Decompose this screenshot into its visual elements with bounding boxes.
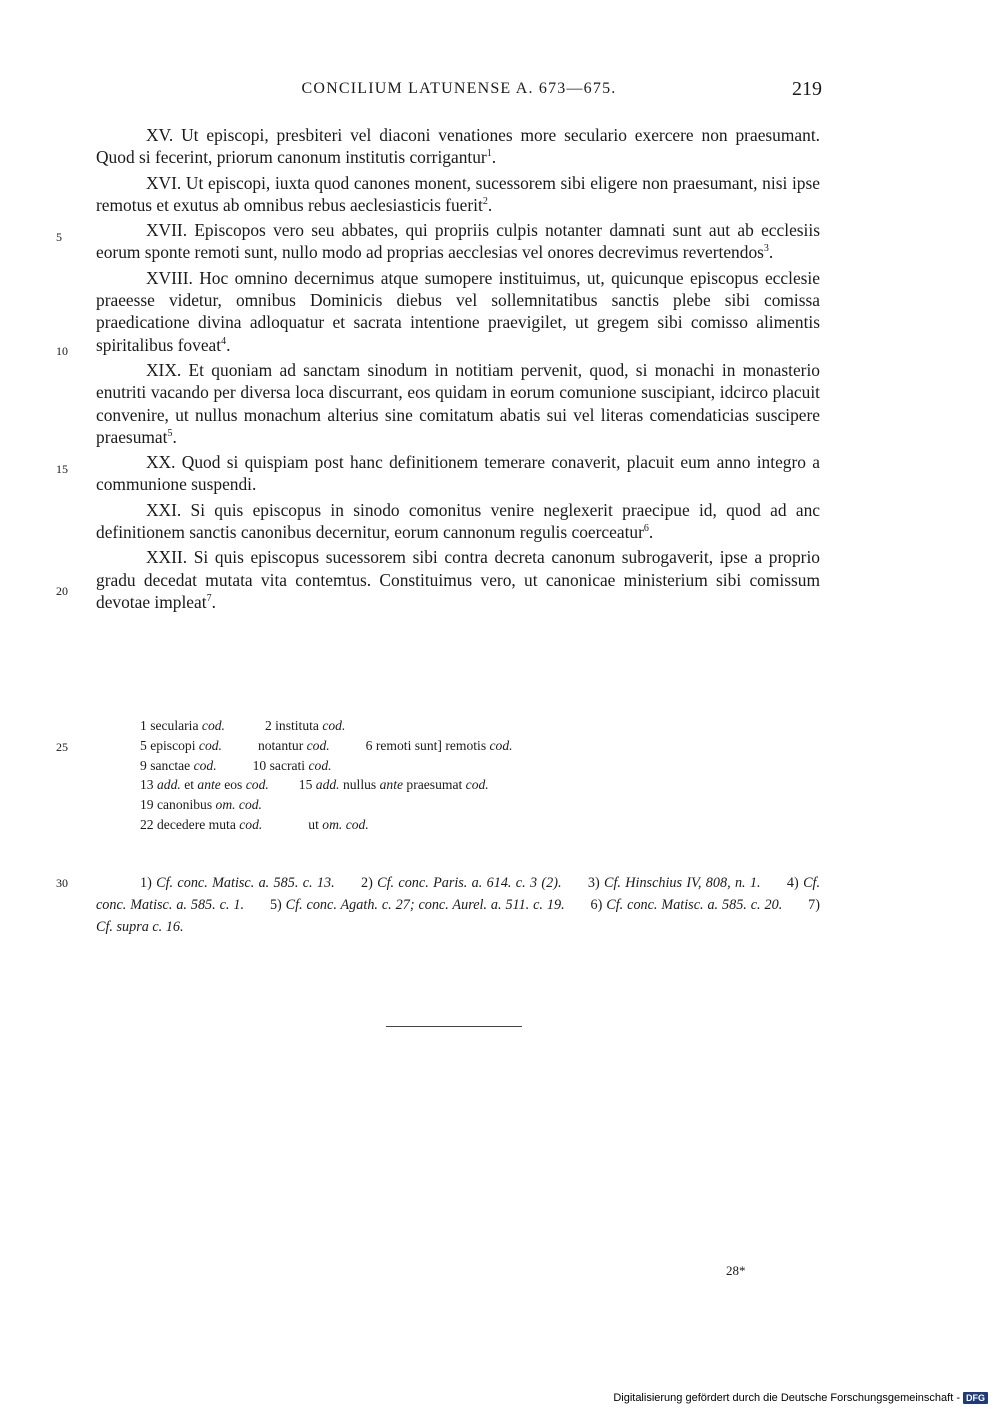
signature-mark: 28* [726,1263,746,1278]
apparatus-line [140,716,740,736]
note-ref: 6 [643,523,649,535]
apparatus-line [140,756,740,776]
canon-paragraph: XIX. Et quoniam ad sanctam sinodum in notitiam pervenit, quod, si monachi in monasterio enutriti vacando per diversa loca discurrant, eos quidam in eorum comunione suscipiant, idcirco placuit convenire, ut nullus monachum alterius sine comitatum abatis sui vel literas comendaticias suscipere praesumat$^5$. [96,359,820,447]
critical-apparatus [140,716,740,835]
footnote: 2) Cf. conc. Paris. a. 614. c. 3 (2). [360,875,562,891]
note-ref: 2 [482,196,488,208]
apparatus-entry: 6 remoti sunt] remotis cod. [365,737,513,753]
footnote: 3) Cf. Hinschius IV, 808, n. 1. [587,875,761,891]
canon-paragraph: XX. Quod si quispiam post hanc definitionem temerare conaverit, placuit eum anno integro a communione suspendi. [96,452,820,495]
footnote-block [96,872,820,938]
apparatus-entry: 5 episcopi cod. [140,737,222,753]
footnotes [96,872,820,938]
canon-paragraph: XV. Ut episcopi, presbiteri vel diaconi venationes more seculario exercere non praesumant. Quod si fecerint, priorum canonum institutis corrigantur$^1$. [96,125,820,168]
running-title: CONCILIUM LATUNENSE A. 673—675. [301,80,617,97]
apparatus-entry: et ante [180,777,221,793]
line-number-5: 5 [56,230,62,244]
apparatus-line [140,795,740,815]
running-header [96,80,822,110]
page-number: 219 [792,78,822,100]
apparatus-entry: 9 sanctae cod. [140,757,217,773]
apparatus-entry: 1 secularia cod. [140,718,225,733]
dfg-logo: DFG [963,1392,988,1404]
canon-paragraph: XVIII. Hoc omnino decernimus atque sumopere instituimus, ut, quicunque episcopus ecclesie praeesse videtur, omnibus Dominicis diebus vel sollemnitatibus sanctis plebe sibi comissa praedicatione divina adloquatur et sacrata intentione praevigilet, ut gregem sibi comisso alimentis spiritalibus foveat$^4$. [96,267,820,355]
footnote: 6) Cf. conc. Matisc. a. 585. c. 20. [590,897,783,913]
apparatus-entry: praesumat cod. [403,777,489,793]
line-number-15: 15 [56,462,68,476]
apparatus-line [140,736,740,756]
funding-note: Digitalisierung gefördert durch die Deutsche Forschungsgemeinschaft - [613,1392,960,1404]
line-number-10: 10 [56,344,68,358]
apparatus-entry: 13 add. [140,777,181,793]
apparatus-entry: notantur cod. [257,737,330,753]
apparatus-entry: 10 sacrati cod. [252,757,332,773]
apparatus-entry: ut om. cod. [308,816,369,832]
footnote: 4) Cf. conc. Matisc. a. 585. c. 1. [96,875,821,913]
apparatus-entry: nullus ante [339,777,403,793]
canon-paragraph: XXI. Si quis episcopus in sinodo comonitus venire neglexerit praecipue id, quod ad anc definitionem sanctis canonibus decernitur, eorum cannonum regulis coerceatur$^6$. [96,499,820,543]
note-ref: 4 [221,335,227,347]
canon-paragraph: XVI. Ut episcopi, iuxta quod canones monent, sucessorem sibi eligere non praesumant, nisi ipse remotus et exutus ab omnibus rebus aeclesiasticis fuerit$^2$. [96,172,820,215]
end-rule [386,1026,522,1027]
apparatus-entry: eos cod. [220,777,269,793]
main-text [96,124,820,616]
funding-credit [613,1392,988,1404]
apparatus-entry: 22 decedere muta cod. [140,816,263,832]
apparatus-entry: 19 canonibus om. cod. [140,797,262,813]
line-number-20: 20 [56,584,68,598]
footnote: 7) Cf. supra c. 16. [96,897,820,935]
apparatus-entry: 2 instituta cod. [264,718,346,733]
note-ref: 7 [206,593,212,605]
canon-paragraph: XVII. Episcopos vero seu abbates, qui propriis culpis notanter damnati sunt aut ab ecclesiis eorum sponte remoti sunt, nullo modo ad proprias aecclesias vel onores decrevimus revertendos$^3$. [96,220,820,263]
line-number-30: 30 [56,876,68,890]
line-number-25: 25 [56,740,68,754]
apparatus-line [140,815,740,835]
apparatus-line [140,775,740,795]
canon-paragraph: XXII. Si quis episcopus sucessorem sibi contra decreta canonum subrogaverit, ipse a proprio gradu decedat mutata vita contemtus. Constituimus vero, ut canonicae ministerium sibi comissum devotae impleat$^7$. [96,547,820,612]
apparatus-entry: 15 add. [298,777,340,793]
note-ref: 3 [763,243,769,255]
note-ref: 5 [167,428,173,440]
footnote: 1) Cf. conc. Matisc. a. 585. c. 13. [140,875,335,891]
footnote: 5) Cf. conc. Agath. c. 27; conc. Aurel. a. 511. c. 19. [269,897,565,913]
note-ref: 1 [486,148,492,160]
